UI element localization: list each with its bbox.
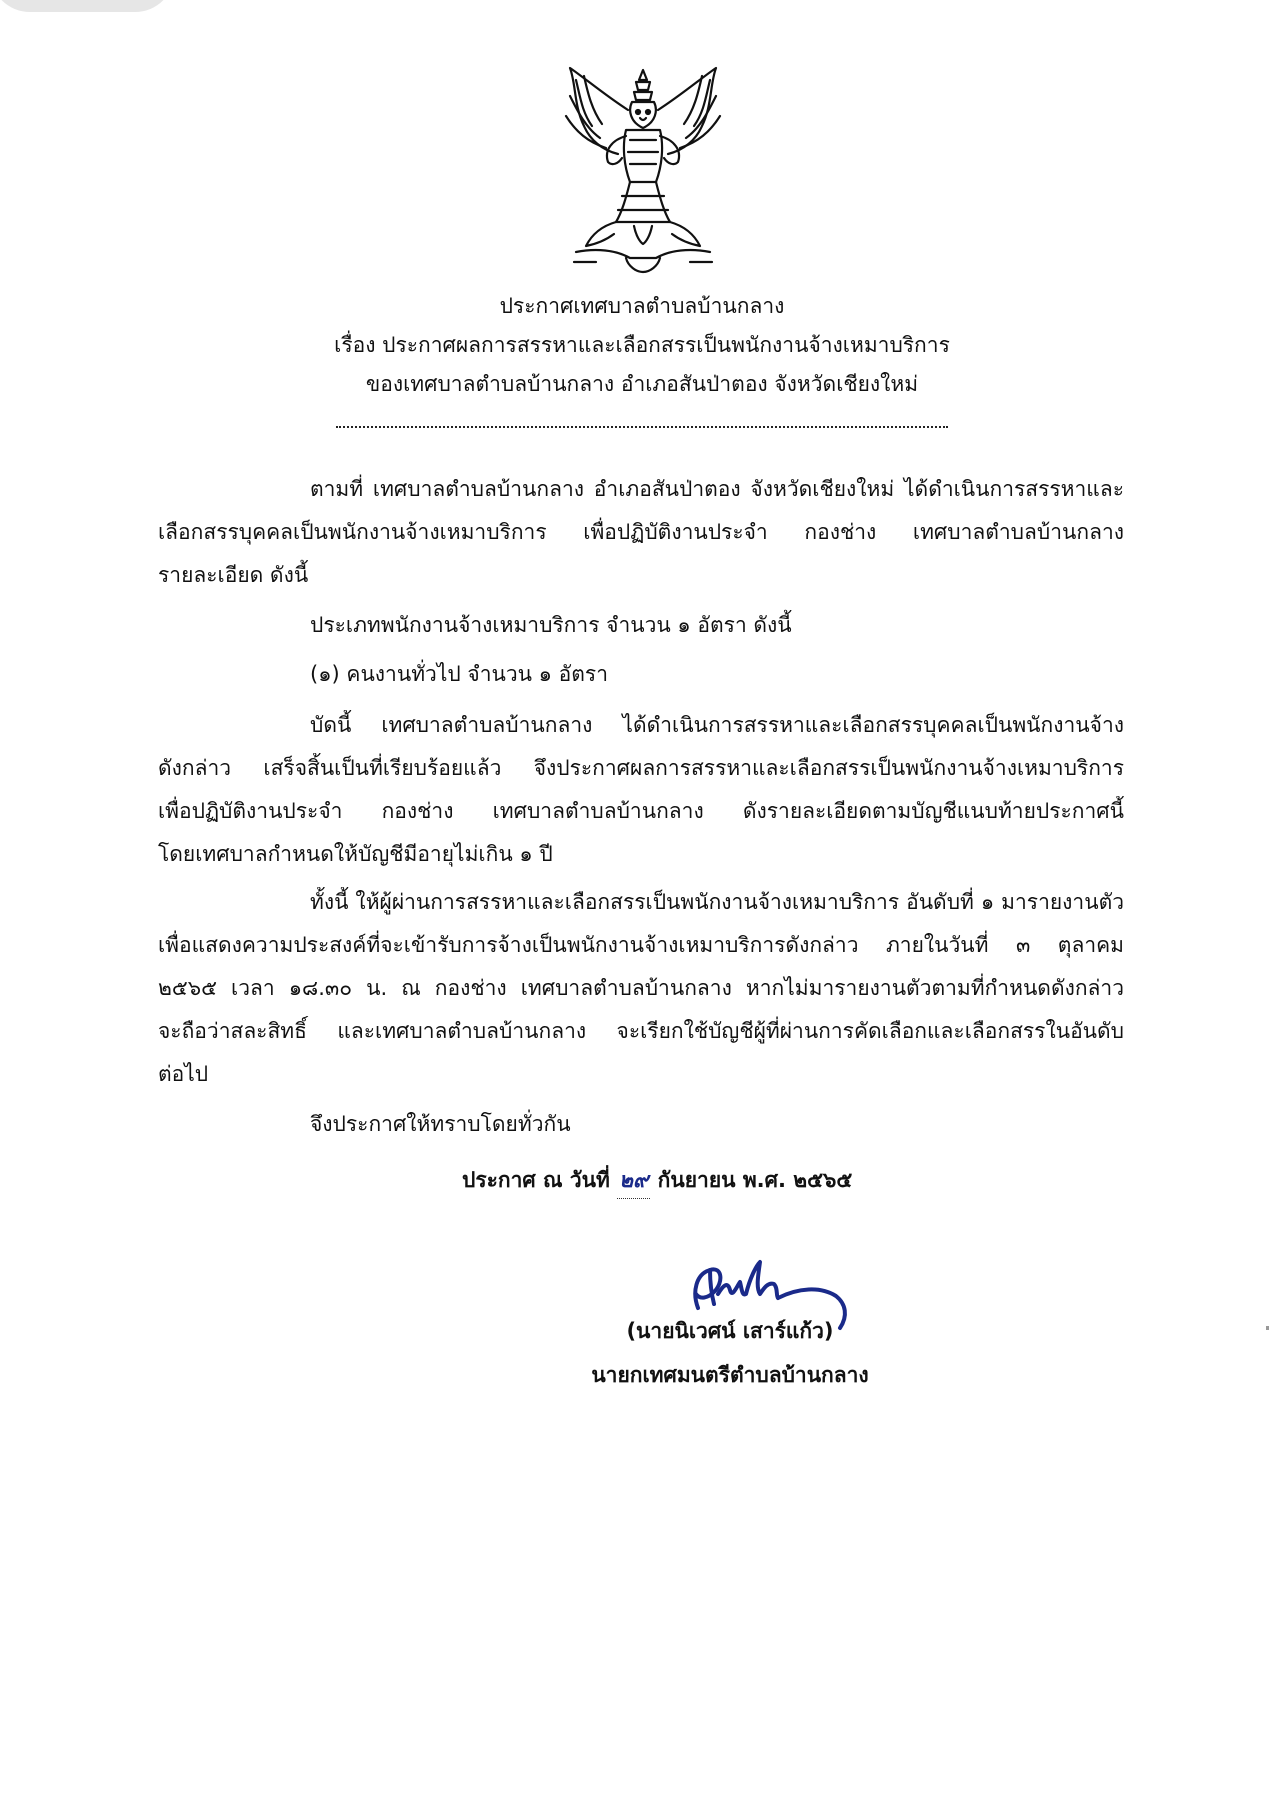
paragraph-line: รายละเอียด ดังนี้ <box>158 563 309 587</box>
paragraph-line: เพื่อแสดงความประสงค์ที่จะเข้ารับการจ้างเป็นพนักงานจ้างเหมาบริการดังกล่าว ภายในวันที่ ๓ ตุลาคม <box>158 933 1124 957</box>
position-item-line: (๑) คนงานทั่วไป จำนวน ๑ อัตรา <box>310 662 608 686</box>
paragraph-line: โดยเทศบาลกำหนดให้บัญชีมีอายุไม่เกิน ๑ ปี <box>158 842 553 866</box>
dotted-divider <box>336 426 948 428</box>
paragraph-line: ๒๕๖๕ เวลา ๑๘.๓๐ น. ณ กองช่าง เทศบาลตำบลบ้านกลาง หากไม่มารายงานตัวตามที่กำหนดดังกล่าว <box>158 976 1124 1000</box>
signer-position: นายกเทศมนตรีตำบลบ้านกลาง <box>591 1363 869 1387</box>
paragraph-line: ทั้งนี้ ให้ผู้ผ่านการสรรหาและเลือกสรรเป็นพนักงานจ้างเหมาบริการ อันดับที่ ๑ มารายงานตัว <box>310 890 1124 914</box>
paragraph-line: เพื่อปฏิบัติงานประจำ กองช่าง เทศบาลตำบลบ้านกลาง ดังรายละเอียดตามบัญชีแนบท้ายประกาศนี้ <box>158 799 1124 823</box>
paragraph-line: จะถือว่าสละสิทธิ์ และเทศบาลตำบลบ้านกลาง จะเรียกใช้บัญชีผู้ที่ผ่านการคัดเลือกและเลือกสรรในอันดับ <box>158 1019 1124 1043</box>
garuda-emblem-icon <box>556 66 730 276</box>
scan-mark <box>1266 1326 1269 1330</box>
handwritten-day: ๒๙ <box>617 1162 650 1199</box>
announcement-title: ประกาศเทศบาลตำบลบ้านกลาง <box>499 294 785 318</box>
paragraph-line: เลือกสรรบุคคลเป็นพนักงานจ้างเหมาบริการ เพื่อปฏิบัติงานประจำ กองช่าง เทศบาลตำบลบ้านกลาง <box>158 520 1124 544</box>
corner-shadow <box>0 0 175 12</box>
date-suffix: กันยายน พ.ศ. ๒๕๖๕ <box>650 1168 853 1192</box>
announcement-date <box>462 1162 852 1199</box>
paragraph-line: บัดนี้ เทศบาลตำบลบ้านกลาง ได้ดำเนินการสรรหาและเลือกสรรบุคคลเป็นพนักงานจ้าง <box>310 713 1124 737</box>
signer-name: (นายนิเวศน์ เสาร์แก้ว) <box>626 1319 834 1343</box>
announcement-subject-line-2: ของเทศบาลตำบลบ้านกลาง อำเภอสันป่าตอง จังหวัดเชียงใหม่ <box>365 372 919 396</box>
paragraph-line: ดังกล่าว เสร็จสิ้นเป็นที่เรียบร้อยแล้ว จึงประกาศผลการสรรหาและเลือกสรรเป็นพนักงานจ้างเหมาบริการ <box>158 756 1124 780</box>
announcement-subject: เรื่อง ประกาศผลการสรรหาและเลือกสรรเป็นพนักงานจ้างเหมาบริการ <box>334 333 950 357</box>
paragraph-line: ตามที่ เทศบาลตำบลบ้านกลาง อำเภอสันป่าตอง จังหวัดเชียงใหม่ ได้ดำเนินการสรรหาและ <box>310 477 1124 501</box>
paragraph-line: ต่อไป <box>158 1062 209 1086</box>
position-type-line: ประเภทพนักงานจ้างเหมาบริการ จำนวน ๑ อัตรา ดังนี้ <box>310 613 792 637</box>
closing-line: จึงประกาศให้ทราบโดยทั่วกัน <box>310 1112 571 1136</box>
date-prefix: ประกาศ ณ วันที่ <box>462 1168 618 1192</box>
